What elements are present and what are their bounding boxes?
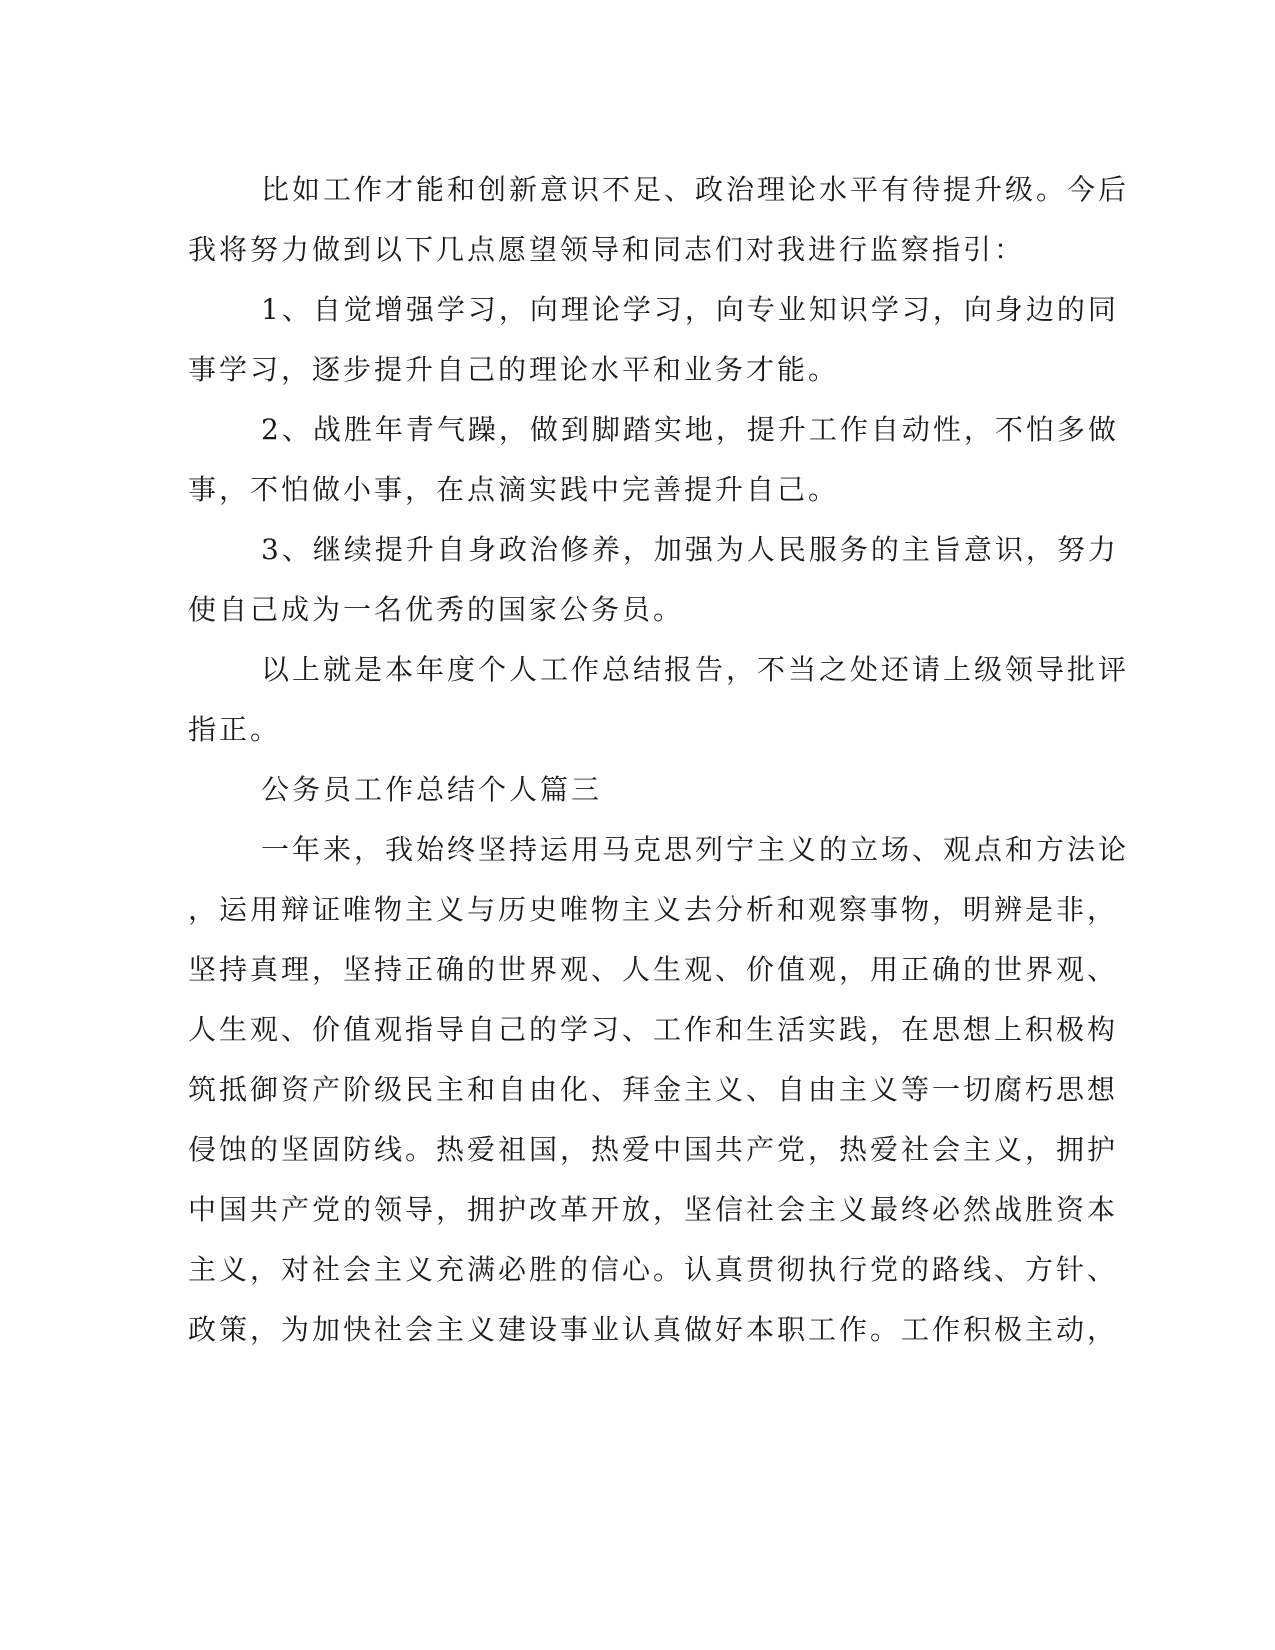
closing-paragraph-line: 指正。 bbox=[188, 713, 282, 746]
body-paragraph-line: 侵蚀的坚固防线。热爱祖国，热爱中国共产党，热爱社会主义，拥护 bbox=[188, 1133, 1119, 1166]
list-item-1-line: 事学习，逐步提升自己的理论水平和业务才能。 bbox=[188, 353, 840, 386]
list-item-1-line: 1、自觉增强学习，向理论学习，向专业知识学习，向身边的同 bbox=[261, 293, 1119, 326]
list-item-3-line: 使自己成为一名优秀的国家公务员。 bbox=[188, 593, 685, 626]
body-paragraph-line: 政策，为加快社会主义建设事业认真做好本职工作。工作积极主动， bbox=[188, 1313, 1119, 1346]
paragraph-line: 比如工作才能和创新意识不足、政治理论水平有待提升级。今后 bbox=[261, 173, 1130, 206]
list-item-3-line: 3、继续提升自身政治修养，加强为人民服务的主旨意识，努力 bbox=[261, 533, 1119, 566]
list-item-2-line: 2、战胜年青气躁，做到脚踏实地，提升工作自动性，不怕多做 bbox=[261, 413, 1119, 446]
body-paragraph-line: 人生观、价值观指导自己的学习、工作和生活实践，在思想上积极构 bbox=[188, 1013, 1119, 1046]
document-body bbox=[188, 160, 1130, 1360]
body-paragraph-line: 一年来，我始终坚持运用马克思列宁主义的立场、观点和方法论 bbox=[261, 833, 1130, 866]
list-item-2-line: 事，不怕做小事，在点滴实践中完善提升自己。 bbox=[188, 473, 840, 506]
body-paragraph-line: ，运用辩证唯物主义与历史唯物主义去分析和观察事物，明辨是非， bbox=[188, 893, 1119, 926]
body-paragraph-line: 主义，对社会主义充满必胜的信心。认真贯彻执行党的路线、方针、 bbox=[188, 1253, 1119, 1286]
section-heading: 公务员工作总结个人篇三 bbox=[261, 773, 603, 806]
paragraph-line: 我将努力做到以下几点愿望领导和同志们对我进行监察指引： bbox=[188, 233, 1026, 266]
body-paragraph-line: 筑抵御资产阶级民主和自由化、拜金主义、自由主义等一切腐朽思想 bbox=[188, 1073, 1119, 1106]
closing-paragraph-line: 以上就是本年度个人工作总结报告，不当之处还请上级领导批评 bbox=[261, 653, 1130, 686]
body-paragraph-line: 中国共产党的领导，拥护改革开放，坚信社会主义最终必然战胜资本 bbox=[188, 1193, 1119, 1226]
body-paragraph-line: 坚持真理，坚持正确的世界观、人生观、价值观，用正确的世界观、 bbox=[188, 953, 1119, 986]
